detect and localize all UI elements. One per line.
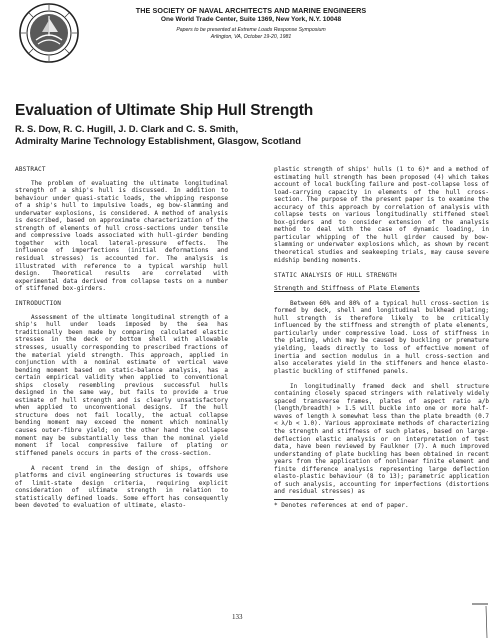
- plate-elements-subheading: Strength and Stiffness of Plate Elements: [274, 285, 420, 293]
- left-column: [15, 166, 228, 510]
- society-seal-logo: [18, 2, 80, 64]
- abstract-text: The problem of evaluating the ultimate longitudinal strength of a ship's hull is discussed. In addition to behaviour under quasi-static loads, the whipping response of a ship's hull to impulsive loads, eg bow-slamming and underwater explosions, is considered. A method of analysis is described, based on approximate characterization of the strength of elements of hull cross-sections under tensile and compressive loads associated with hull-girder bending together with local lateral-pressure effects. The influence of imperfections (initial deformations and residual stresses) is accounted for. The analysis is illustrated with reference to a typical warship hull design. Theoretical results are correlated with experimental data derived from collapse tests on a number of stiffened box-girders.: [15, 179, 228, 293]
- footnote-rule: [274, 499, 334, 500]
- paper-authors: R. S. Dow, R. C. Hugill, J. D. Clark and C. S. Smith,: [15, 123, 239, 134]
- presentation-note-line1: Papers to be presented at Extreme Loads Response Symposium: [176, 27, 326, 33]
- paper-title: Evaluation of Ultimate Ship Hull Strength: [15, 102, 314, 119]
- introduction-paragraph-2: A recent trend in the design of ships, offshore platforms and civil engineering structures is towards use of limit-state design criteria, requiring explicit consideration of ultimate strength in relation to statistically defined loads. Some effort has consequently been devoted to evaluation of ultimate, elasto-: [15, 464, 228, 510]
- presentation-note: [86, 27, 416, 41]
- continued-paragraph: plastic strength of ships' hulls (1 to 6)* and a method of estimating hull strength has been proposed (4) which takes account of local buckling failure and post-collapse loss of load-carrying capacity in elements of the hull cross-section. The purpose of the present paper is to examine the accuracy of this approach by correlation of analysis with collapse tests on various longitudinally stiffened steel box-girders and to consider extension of the analysis method to deal with the case of dynamic loading, in particular whipping of the hull girder caused by bow-slamming or underwater explosions which, as shown by recent theoretical studies and seakeeping trials, may cause severe midship bending moments.: [274, 166, 489, 264]
- right-column: [274, 166, 489, 509]
- presentation-note-line2: Arlington, VA, October 19-20, 1981: [210, 34, 292, 40]
- society-address: One World Trade Center, Suite 1369, New York, N.Y. 10048: [160, 16, 342, 23]
- paper-affiliation: Admiralty Marine Technology Establishment, Glasgow, Scotland: [15, 135, 301, 146]
- margin-scribble-mark: [470, 598, 490, 640]
- page-number: 133: [232, 613, 243, 621]
- abstract-heading: ABSTRACT: [15, 166, 46, 173]
- static-analysis-heading: STATIC ANALYSIS OF HULL STRENGTH: [274, 271, 397, 279]
- footnote: * Denotes references at end of paper.: [274, 501, 409, 509]
- plate-paragraph-1: Between 60% and 80% of a typical hull cross-section is formed by deck, shell and longitudinal bulkhead plating; hull strength is therefore likely to be critically influenced by the stiffness and strength of plate elements, particularly under compressive load. Loss of stiffness in the plating, which may be caused by buckling or premature yielding, leads directly to loss of effective moment of inertia and section modulus in a hull cross-section and also accelerates yield in the stiffeners and hence elasto-plastic buckling of stiffened panels.: [274, 299, 489, 375]
- introduction-heading: INTRODUCTION: [15, 300, 62, 308]
- society-name: THE SOCIETY OF NAVAL ARCHITECTS AND MARINE ENGINEERS: [135, 6, 367, 15]
- society-header: [86, 6, 416, 41]
- plate-paragraph-2: In longitudinally framed deck and shell structure containing closely spaced stringers with relatively widely spaced transverse frames, plates of aspect ratio a/b (length/breadth) > 1.5 will buckle into one or more half-waves of length λ somewhat less than the plate breadth (0.7 < λ/b < 1.0). Various approximate methods of characterizing the strength and stiffness of such plates, based on large-deflection elastic analysis or on interpretation of test data, have been reviewed by Faulkner (7). A much improved understanding of plate buckling has been obtained in recent years from the application of nonlinear finite element and finite difference analysis representing large deflection elasto-plastic behaviour (8 to 13); parametric application of such analysis, accounting for imperfections (distortions and residual stresses) as: [274, 382, 489, 496]
- introduction-paragraph-1: Assessment of the ultimate longitudinal strength of a ship's hull under loads imposed by the sea has traditionally been made by comparing calculated elastic stresses in the deck or bottom shell with allowable stresses, usually corresponding to prescribed fractions of the material yield strength. This approach, applied in conjunction with a nominal estimate of vertical wave bending moment based on static-balance analysis, has a certain empirical validity when applied to conventional ships closely resembling previous successful hulls designed in the same way, but fails to provide a true estimate of hull strength and is clearly unsatisfactory when applied to unconventional designs. If the hull structure does not fail locally, the actual collapse bending moment may exceed the moment which nominally causes outer-fibre yield; on the other hand the collapse moment may be substantially less than the nominal yield moment if local compressive failure of plating or stiffened panels occurs in parts of the cross-section.: [15, 313, 228, 457]
